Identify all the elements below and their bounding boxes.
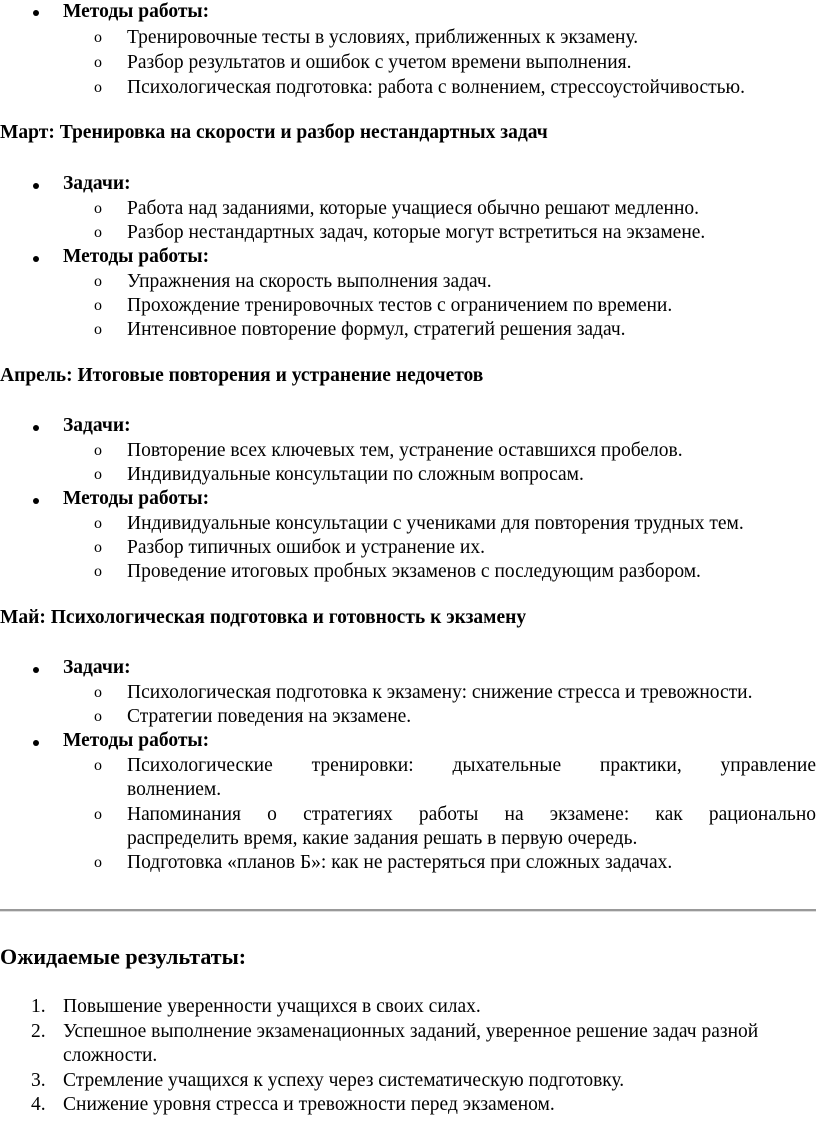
- list-label: Методы работы:: [63, 488, 210, 509]
- list-item: Психологические тренировки: дыхательные практики, управление: [127, 755, 816, 776]
- sub-bullet-icon: o: [94, 539, 102, 556]
- bullet-icon: [33, 740, 39, 746]
- sub-bullet-icon: o: [94, 442, 102, 459]
- list-item-continuation: распределить время, какие задания решать в первую очередь.: [127, 828, 638, 849]
- bullet-icon: [33, 425, 39, 431]
- sub-bullet-icon: o: [94, 273, 102, 290]
- sub-bullet-icon: o: [94, 54, 102, 71]
- list-label: Методы работы:: [63, 246, 210, 267]
- list-item: Разбор нестандартных задач, которые могут встретиться на экзамене.: [127, 222, 706, 243]
- sub-bullet-icon: o: [94, 806, 102, 823]
- list-item: Психологическая подготовка: работа с волнением, стрессоустойчивостью.: [127, 77, 745, 98]
- sub-bullet-icon: o: [94, 563, 102, 580]
- bullet-icon: [33, 256, 39, 262]
- list-item: Индивидуальные консультации с учениками для повторения трудных тем.: [127, 513, 744, 534]
- list-item-continuation: волнением.: [127, 779, 222, 800]
- sub-bullet-icon: o: [94, 854, 102, 871]
- list-item: Подготовка «планов Б»: как не растеряться при сложных задачах.: [127, 852, 673, 873]
- bullet-icon: [33, 183, 39, 189]
- list-item: Повторение всех ключевых тем, устранение оставшихся пробелов.: [127, 440, 683, 461]
- bullet-icon: [33, 667, 39, 673]
- ordered-list-item: Снижение уровня стресса и тревожности перед экзаменом.: [63, 1094, 555, 1115]
- sub-bullet-icon: o: [94, 297, 102, 314]
- results-heading: Ожидаемые результаты:: [0, 944, 247, 969]
- section-heading: Март: Тренировка на скорости и разбор нестандартных задач: [0, 122, 548, 143]
- list-label: Задачи:: [63, 657, 131, 678]
- list-item: Разбор результатов и ошибок с учетом времени выполнения.: [127, 52, 632, 73]
- section-heading: Апрель: Итоговые повторения и устранение недочетов: [0, 365, 484, 386]
- list-label: Задачи:: [63, 415, 131, 436]
- list-item: Стратегии поведения на экзамене.: [127, 706, 412, 727]
- list-label: Методы работы:: [63, 730, 210, 751]
- horizontal-divider: [0, 909, 816, 912]
- ordered-list-number: 3.: [31, 1070, 46, 1091]
- list-item: Напоминания о стратегиях работы на экзамене: как рационально: [127, 804, 816, 825]
- list-item: Индивидуальные консультации по сложным вопросам.: [127, 464, 584, 485]
- ordered-list-item: Повышение уверенности учащихся в своих силах.: [63, 996, 481, 1017]
- list-item: Разбор типичных ошибок и устранение их.: [127, 537, 485, 558]
- sub-bullet-icon: o: [94, 200, 102, 217]
- section-heading: Май: Психологическая подготовка и готовность к экзамену: [0, 607, 527, 628]
- ordered-list-number: 1.: [31, 996, 46, 1017]
- ordered-list-number: 4.: [31, 1094, 46, 1115]
- sub-bullet-icon: o: [94, 79, 102, 96]
- list-item: Упражнения на скорость выполнения задач.: [127, 271, 492, 292]
- sub-bullet-icon: o: [94, 224, 102, 241]
- sub-bullet-icon: o: [94, 466, 102, 483]
- ordered-list-item: Стремление учащихся к успеху через систематическую подготовку.: [63, 1070, 625, 1091]
- list-item: Прохождение тренировочных тестов с ограничением по времени.: [127, 295, 673, 316]
- ordered-list-item: Успешное выполнение экзаменационных заданий, уверенное решение задач разной: [63, 1021, 759, 1042]
- bullet-icon: [33, 498, 39, 504]
- sub-bullet-icon: o: [94, 708, 102, 725]
- list-item: Тренировочные тесты в условиях, приближенных к экзамену.: [127, 27, 639, 48]
- list-item: Психологическая подготовка к экзамену: снижение стресса и тревожности.: [127, 682, 753, 703]
- list-label: Методы работы:: [63, 1, 210, 22]
- list-label: Задачи:: [63, 173, 131, 194]
- ordered-list-number: 2.: [31, 1021, 46, 1042]
- sub-bullet-icon: o: [94, 757, 102, 774]
- sub-bullet-icon: o: [94, 684, 102, 701]
- sub-bullet-icon: o: [94, 321, 102, 338]
- list-item: Проведение итоговых пробных экзаменов с последующим разбором.: [127, 561, 701, 582]
- sub-bullet-icon: o: [94, 515, 102, 532]
- list-item: Интенсивное повторение формул, стратегий решения задач.: [127, 319, 626, 340]
- sub-bullet-icon: o: [94, 29, 102, 46]
- ordered-list-item-continuation: сложности.: [63, 1045, 158, 1066]
- list-item: Работа над заданиями, которые учащиеся обычно решают медленно.: [127, 198, 700, 219]
- bullet-icon: [33, 10, 39, 16]
